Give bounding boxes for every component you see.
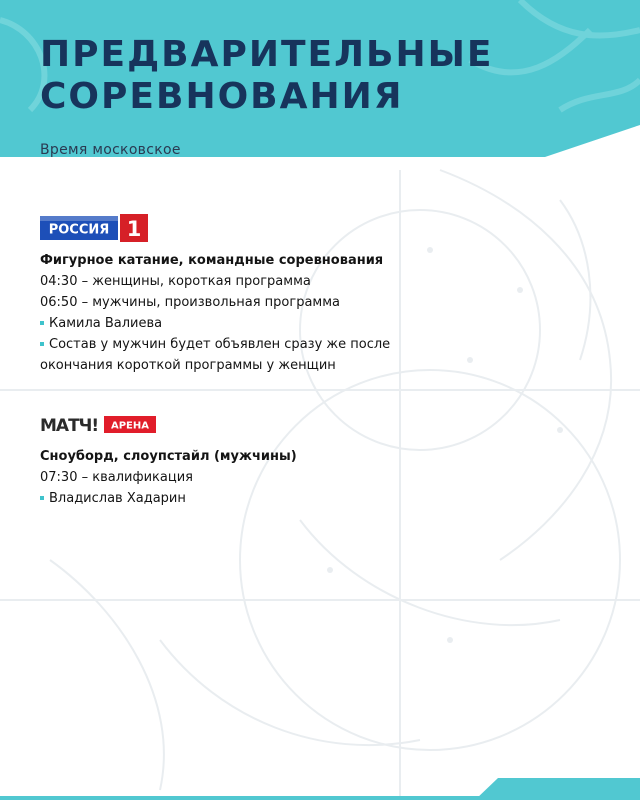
- sport-title: Фигурное катание, командные соревнования: [40, 253, 384, 268]
- title-line-1: ПРЕДВАРИТЕЛЬНЫЕ: [40, 34, 494, 75]
- header: [40, 34, 494, 158]
- sport-title: Сноуборд, слоупстайл (мужчины): [40, 449, 297, 464]
- bullet-marker: [40, 496, 44, 500]
- lineup-note: [40, 334, 390, 355]
- page-title: [40, 34, 494, 118]
- channel-section-rossiya-1: [40, 214, 390, 376]
- arena-badge-text: АРЕНА: [110, 420, 150, 432]
- athlete-name: Камила Валиева: [49, 316, 163, 331]
- bullet-marker: [40, 342, 44, 346]
- rossiya-1-logo: [40, 214, 390, 242]
- event-time-1: 07:30 – квалификация: [40, 470, 193, 485]
- rossiya-logo-text: РОССИЯ: [48, 222, 110, 238]
- bottom-line: [0, 796, 480, 800]
- title-line-2: СОРЕВНОВАНИЯ: [40, 76, 404, 117]
- rossiya-logo-number: 1: [126, 217, 142, 241]
- match-arena-logo: [40, 410, 297, 438]
- channel-section-match-arena: [40, 410, 297, 509]
- match-arena-logo-graphic: [40, 410, 160, 438]
- lineup-note-text: Состав у мужчин будет объявлен сразу же после: [49, 337, 391, 352]
- athlete-note: [40, 313, 390, 334]
- rossiya-1-logo-graphic: [40, 214, 148, 242]
- event-time-2: 06:50 – мужчины, произвольная программа: [40, 295, 341, 310]
- athlete-name: Владислав Хадарин: [49, 491, 186, 506]
- bottom-band: [475, 778, 640, 800]
- athlete-note: [40, 488, 297, 509]
- bullet-marker: [40, 321, 44, 325]
- match-logo-text: МАТЧ!: [40, 416, 99, 436]
- timezone-subtitle: Время московское: [40, 142, 181, 158]
- lineup-note-continuation: окончания короткой программы у женщин: [40, 358, 336, 373]
- event-time-1: 04:30 – женщины, короткая программа: [40, 274, 311, 289]
